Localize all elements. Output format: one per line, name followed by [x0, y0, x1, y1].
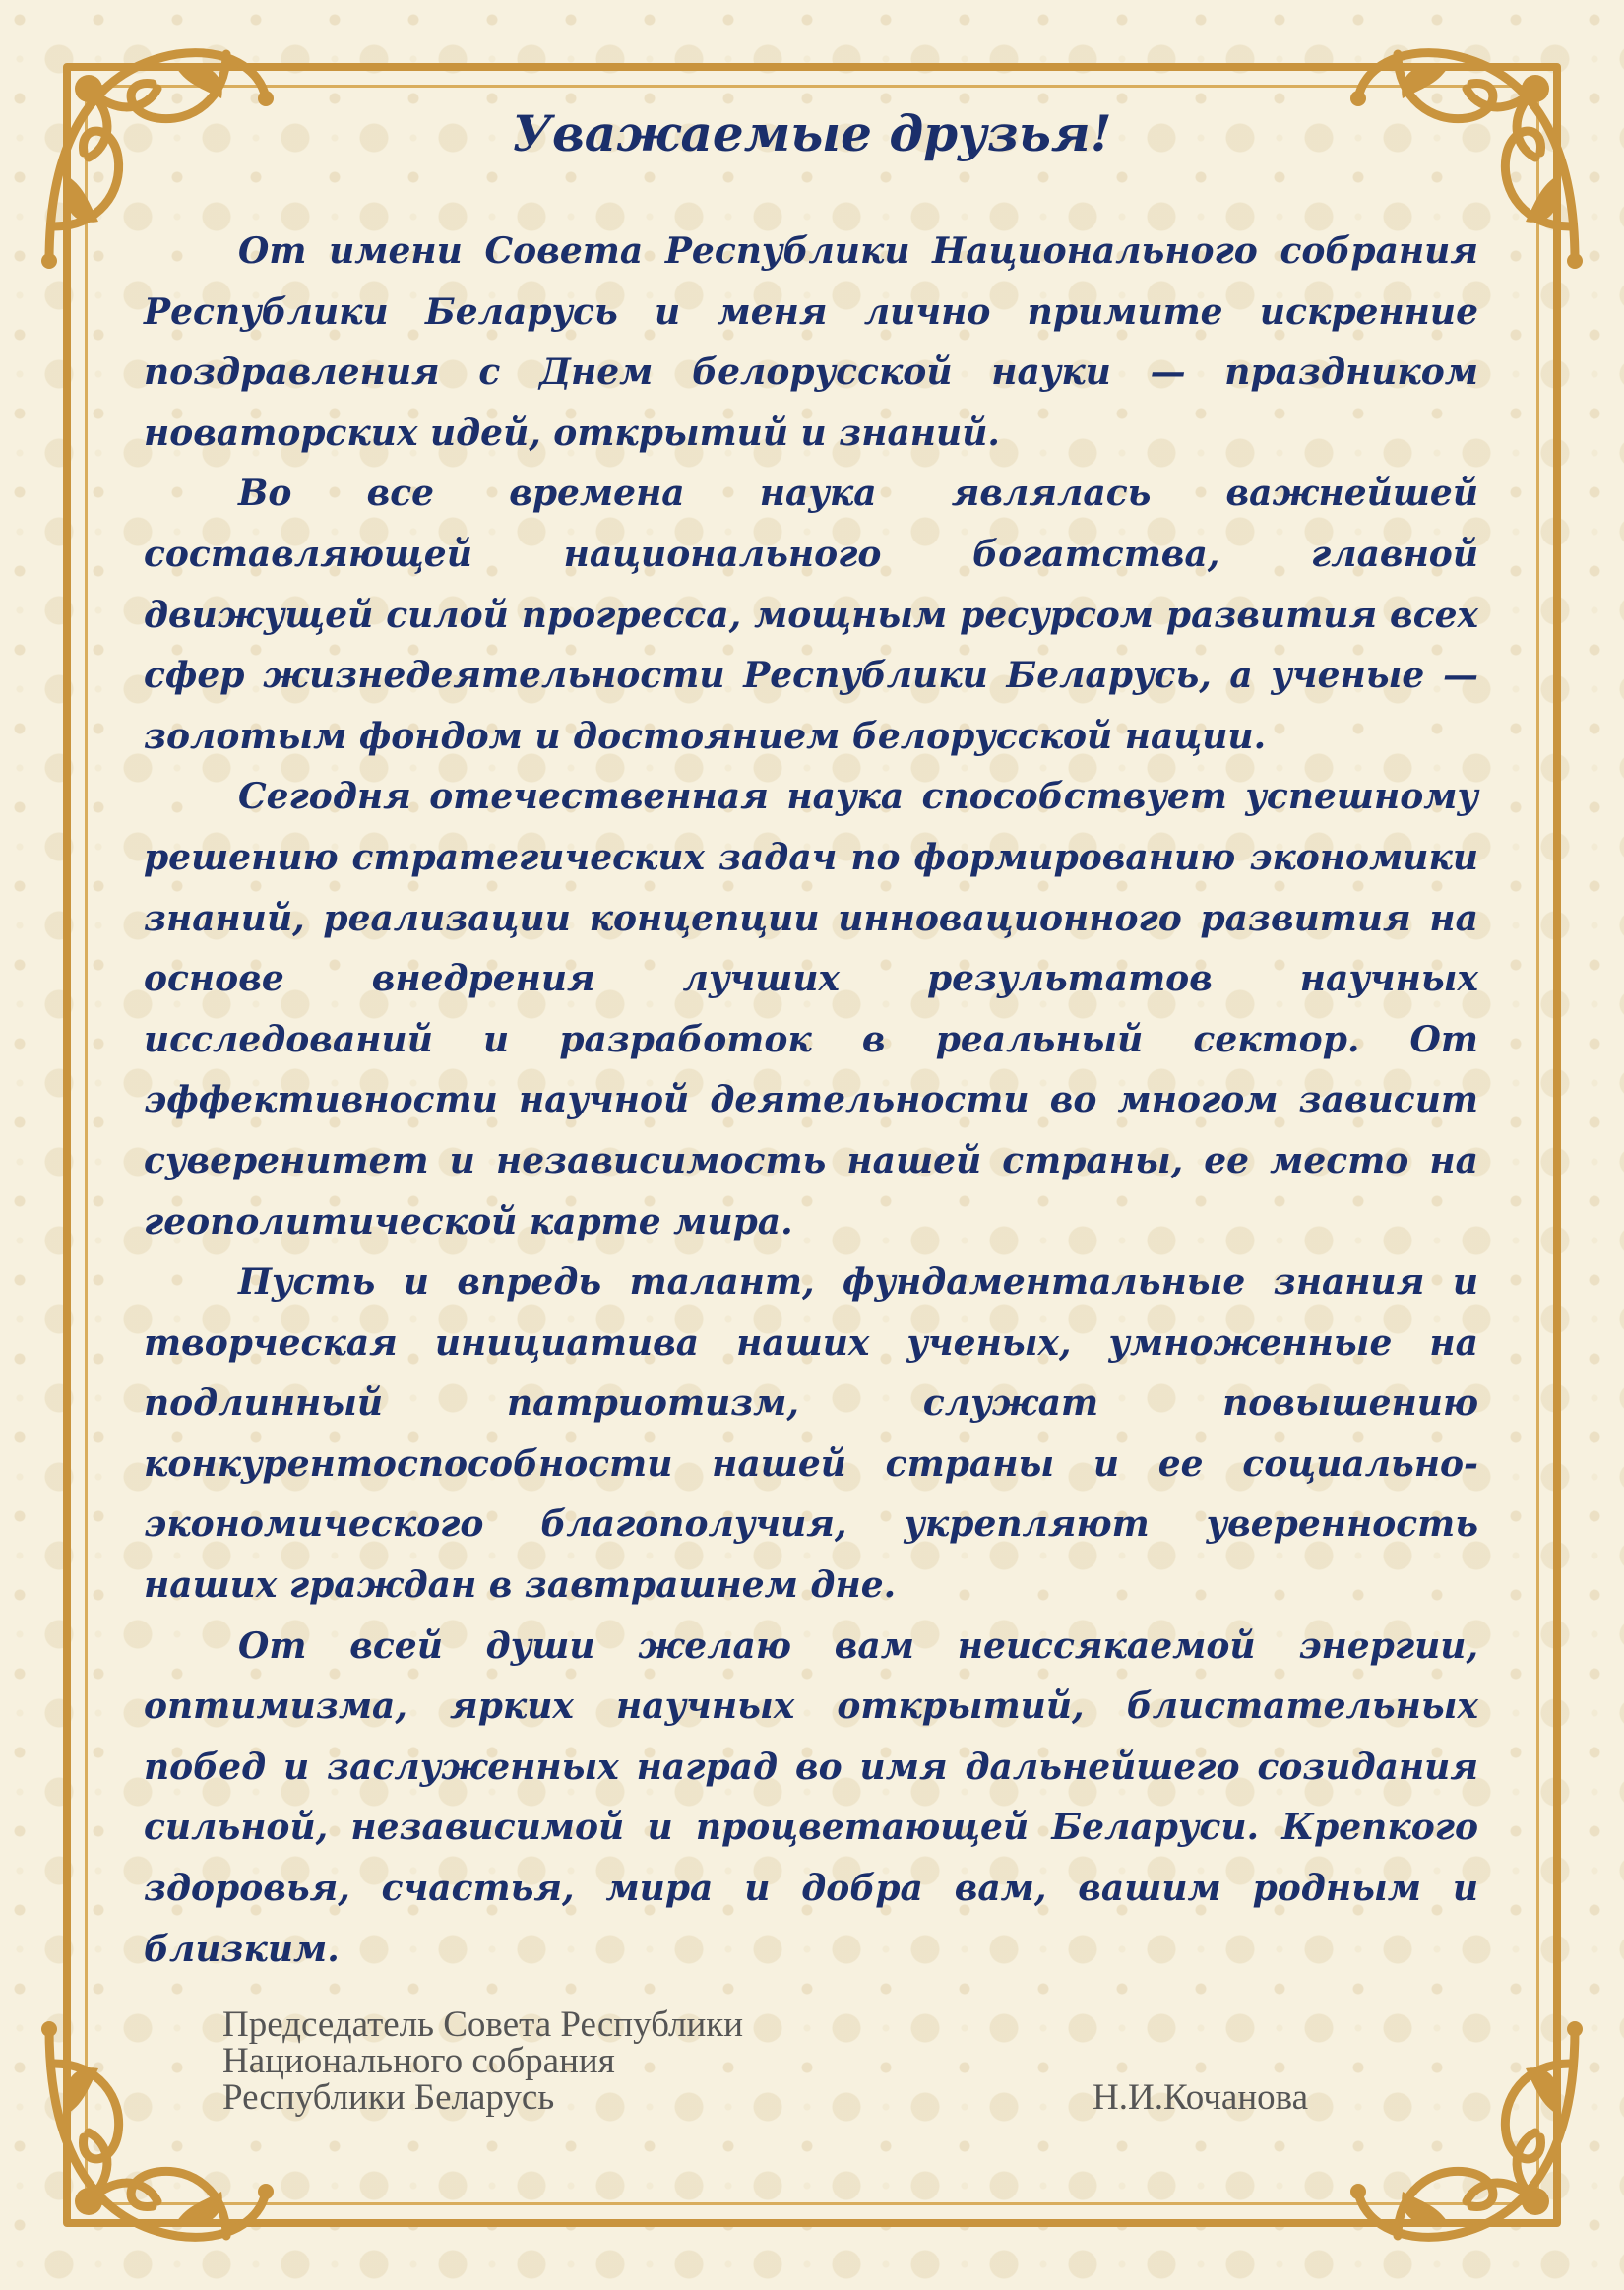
signer-title-line: Национального собрания — [222, 2041, 615, 2081]
letter-paragraph: Пусть и впредь талант, фундаментальные знания и творческая инициатива наших ученых, умноженные на подлинный патриотизм, служат повышению конкурентоспособности нашей страны и ее социально-экономического благополучия, укрепляют уверенность наших граждан в завтрашнем дне. — [144, 1261, 1478, 1607]
letter-body — [144, 222, 1478, 1980]
signer-name: Н.И.Кочанова — [1093, 2077, 1309, 2118]
signer-title-line: Председатель Совета Республики — [222, 2004, 744, 2045]
letter-greeting: Уважаемые друзья! — [512, 104, 1112, 162]
letter-paragraph: Сегодня отечественная наука способствует успешному решению стратегических задач по формированию экономики знаний, реализации концепции инновационного развития на основе внедрения лучших результатов научных исследований и разработок в реальный сектор. От эффективности научной деятельности во многом зависит суверенитет и независимость нашей страны, ее место на геополитической карте мира. — [144, 776, 1478, 1242]
letter-paragraph: От всей души желаю вам неиссякаемой энергии, оптимизма, ярких научных открытий, блистательных побед и заслуженных наград во имя дальнейшего созидания сильной, независимой и процветающей Беларуси. Крепкого здоровья, счастья, мира и добра вам, вашим родным и близким. — [144, 1624, 1478, 1970]
letter-paragraph: Во все времена наука являлась важнейшей составляющей национального богатства, главной движущей силой прогресса, мощным ресурсом развития всех сфер жизнедеятельности Республики Беларусь, а ученые — золотым фондом и достоянием белорусской нации. — [144, 473, 1478, 757]
letter-paragraph: От имени Совета Республики Национального собрания Республики Беларусь и меня лично примите искренние поздравления с Днем белорусской науки — праздником новаторских идей, открытий и знаний. — [144, 230, 1478, 454]
signer-title-line: Республики Беларусь — [222, 2077, 555, 2118]
